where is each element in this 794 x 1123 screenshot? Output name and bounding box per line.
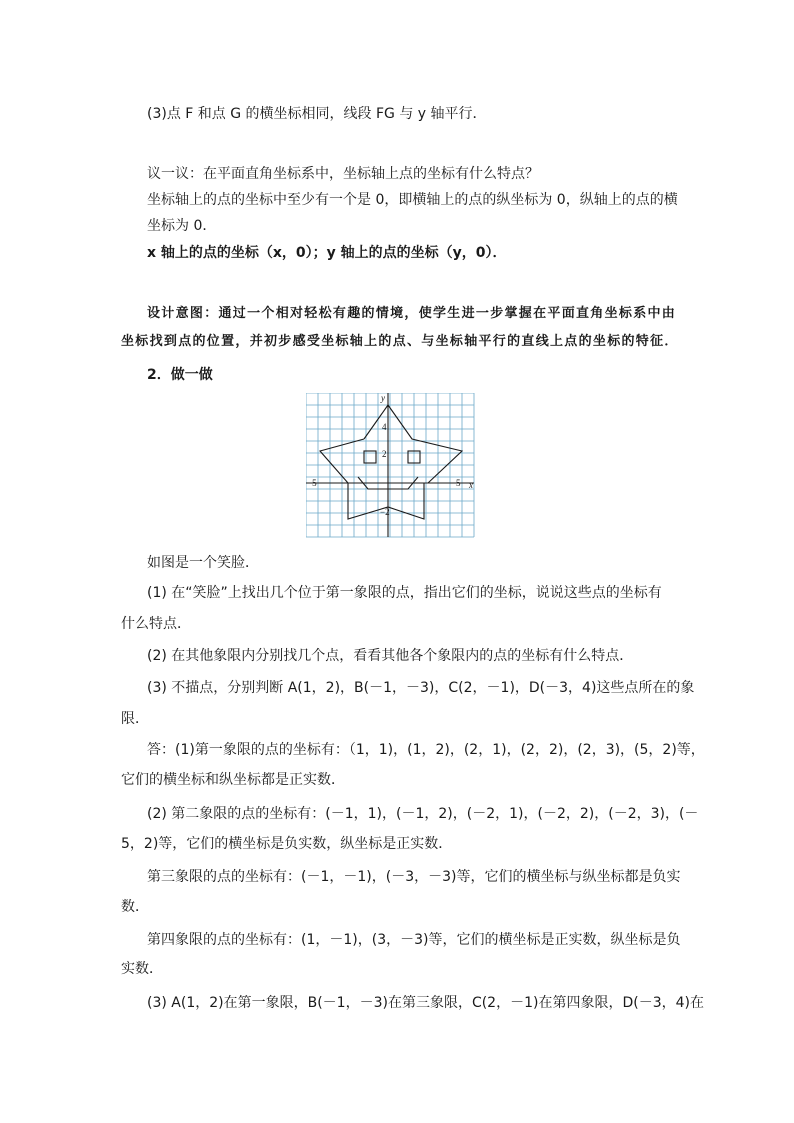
question-1-a: (1) 在“笑脸”上找出几个位于第一象限的点，指出它们的坐标，说说这些点的坐标有 (147, 585, 662, 601)
design-intent-2: 坐标找到点的位置，并初步感受坐标轴上的点、与坐标轴平行的直线上点的坐标的特征． (121, 334, 679, 349)
answer-4q-b: 实数． (121, 961, 163, 977)
answer-2-b: 5，2)等，它们的横坐标是负实数，纵坐标是正实数． (121, 836, 453, 852)
grid (306, 393, 474, 537)
discuss-answer-1: 坐标轴上的点的坐标中至少有一个是 0，即横轴上的点的纵坐标为 0，纵轴上的点的横 (147, 192, 678, 208)
text-line-3: (3)点 F 和点 G 的横坐标相同，线段 FG 与 y 轴平行． (147, 106, 487, 122)
answer-2-a: (2) 第二象限的点的坐标有：(－1，1)，(－1，2)，(－2，1)，(－2，2)，(－2，3)，(－ (147, 806, 699, 822)
tick-y-4: 4 (382, 422, 387, 432)
answer-1-a: 答：(1)第一象限的点的坐标有：（1，1)，(1，2)，(2，1)，(2，2)，(2，3)，(5，2)等， (147, 742, 705, 758)
answer-1-b: 它们的横坐标和纵坐标都是正实数． (121, 772, 345, 788)
star-face-outline (320, 405, 462, 519)
question-3-b: 限． (121, 711, 149, 727)
smiley-figure (306, 393, 478, 539)
axis-coordinates: x 轴上的点的坐标（x，0）；y 轴上的点的坐标（y，0）． (147, 245, 507, 261)
x-axis-label: x (469, 480, 473, 490)
tick-y-2: 2 (382, 449, 387, 459)
answer-4q-a: 第四象限的点的坐标有：(1，－1)，(3，－3)等，它们的横坐标是正实数，纵坐标是负 (147, 932, 681, 948)
design-intent-1: 设计意图：通过一个相对轻松有趣的情境，使学生进一步掌握在平面直角坐标系中由 (147, 306, 677, 321)
answer-3-a: (3) A(1，2)在第一象限，B(－1，－3)在第三象限，C(2，－1)在第四象限，D(－3，4)在 (147, 995, 704, 1011)
question-3-a: (3) 不描点，分别判断 A(1，2)，B(－1，－3)，C(2，－1)，D(－3，4)这些点所在的象 (147, 680, 695, 696)
tick-y-neg2: −2 (380, 507, 390, 517)
section-heading: 2．做一做 (147, 367, 213, 383)
tick-x-neg5: −5 (307, 478, 317, 488)
discuss-answer-2: 坐标为 0． (147, 218, 217, 234)
answer-3q-a: 第三象限的点的坐标有：(－1，－1)，(－3，－3)等，它们的横坐标与纵坐标都是负实 (147, 869, 681, 885)
answer-3q-b: 数． (121, 899, 149, 915)
question-1-b: 什么特点． (121, 616, 191, 632)
y-axis-label: y (381, 393, 385, 403)
figure-caption: 如图是一个笑脸． (147, 555, 259, 571)
discuss-question: 议一议：在平面直角坐标系中，坐标轴上点的坐标有什么特点？ (147, 166, 539, 182)
tick-x-5: 5 (456, 478, 461, 488)
question-2: (2) 在其他象限内分别找几个点，看看其他各个象限内的点的坐标有什么特点． (147, 648, 634, 664)
